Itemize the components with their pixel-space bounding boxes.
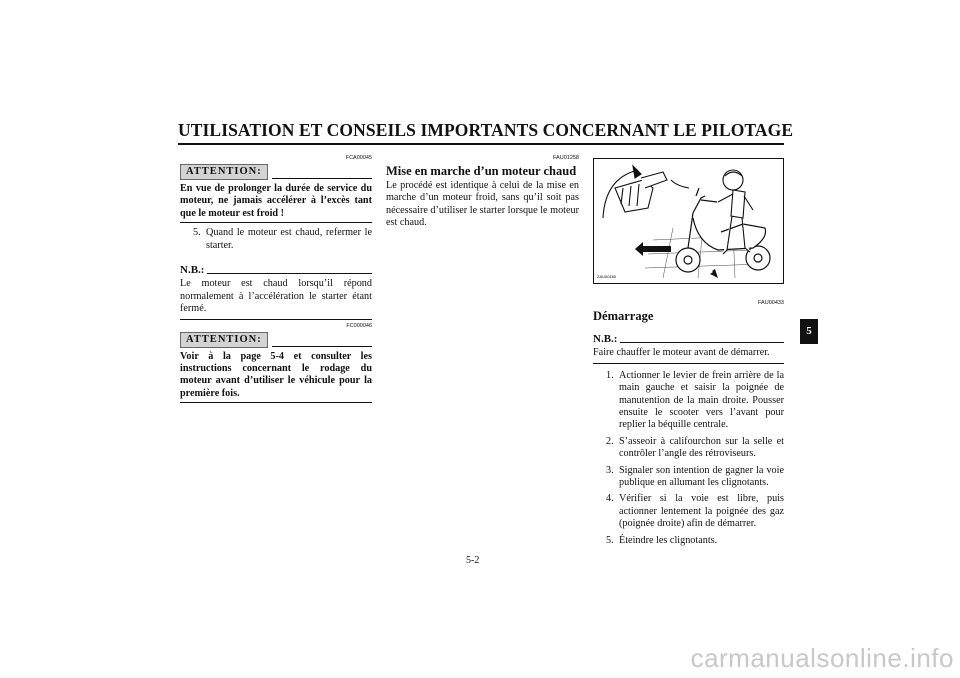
nb-label: N.B.: bbox=[593, 333, 618, 345]
step-number: 5. bbox=[606, 534, 614, 546]
step-item bbox=[180, 227, 372, 252]
scooter-rider-drawing bbox=[593, 158, 784, 284]
step-number: 5. bbox=[193, 227, 201, 239]
attention-badge: ATTENTION: bbox=[180, 332, 268, 348]
nb-header bbox=[593, 333, 784, 345]
reference-code: FAU00433 bbox=[758, 300, 784, 306]
section-title: Démarrage bbox=[593, 309, 654, 323]
step-item bbox=[593, 436, 784, 461]
section-title: Mise en marche d’un moteur chaud bbox=[386, 164, 577, 178]
step-text: Éteindre les clignotants. bbox=[619, 534, 718, 546]
warning-text: Voir à la page 5-4 et consulter les instructions concernant le rodage du moteur avant d’utiliser le véhicule pour la première fois. bbox=[180, 350, 372, 399]
step-number: 3. bbox=[606, 464, 614, 476]
attention-header bbox=[180, 164, 372, 180]
reference-code: FC000046 bbox=[346, 322, 372, 329]
step-item bbox=[593, 465, 784, 490]
step-item bbox=[593, 493, 784, 530]
step-number: 4. bbox=[606, 493, 614, 505]
attention-header bbox=[180, 332, 372, 348]
step-text: Signaler son intention de gagner la voie publique en allumant les clignotants. bbox=[619, 464, 784, 489]
step-number: 1. bbox=[606, 369, 614, 381]
step-text: Quand le moteur est chaud, refermer le starter. bbox=[206, 227, 372, 251]
page-number: 5-2 bbox=[466, 555, 480, 566]
nb-header bbox=[180, 264, 372, 276]
step-number: 2. bbox=[606, 435, 614, 447]
warning-end-rule bbox=[180, 222, 372, 223]
nb-line bbox=[207, 273, 372, 274]
scooter-illustration bbox=[593, 158, 784, 284]
nb-label: N.B.: bbox=[180, 264, 205, 277]
step-item bbox=[593, 535, 784, 547]
step-text: Actionner le levier de frein arrière de la main gauche et saisir la poignée de manutention de la main droite. Pousser ensuite le scooter vers l’avant pour replier la béquille centrale. bbox=[619, 369, 784, 431]
step-text: S’asseoir à califourchon sur la selle et contrôler l’angle des rétroviseurs. bbox=[619, 435, 784, 460]
warning-end-rule bbox=[180, 402, 372, 403]
middle-column bbox=[386, 155, 579, 230]
step-item bbox=[593, 370, 784, 432]
attention-line bbox=[272, 178, 372, 179]
nb-end-rule bbox=[593, 363, 784, 364]
reference-code: FAU01258 bbox=[553, 155, 579, 161]
warning-text: En vue de prolonger la durée de service du moteur, ne jamais accélérer à l’excès tant que le moteur est froid ! bbox=[180, 183, 372, 219]
chapter-tab: 5 bbox=[800, 319, 818, 344]
left-column bbox=[180, 155, 372, 403]
reference-code: FCA00045 bbox=[345, 155, 372, 161]
nb-end-rule bbox=[180, 319, 372, 320]
title-rule bbox=[178, 143, 784, 145]
right-column bbox=[593, 300, 784, 547]
nb-line bbox=[620, 342, 784, 343]
nb-text: Faire chauffer le moteur avant de démarrer. bbox=[593, 347, 770, 359]
step-text: Vérifier si la voie est libre, puis actionner lentement la poignée des gaz (poignée droite) afin de démarrer. bbox=[619, 493, 784, 530]
section-text: Le procédé est identique à celui de la mise en marche d’un moteur froid, sans qu’il soit pas nécessaire d’utiliser le starter lorsque le moteur est chaud. bbox=[386, 180, 579, 229]
page-title: UTILISATION ET CONSEILS IMPORTANTS CONCERNANT LE PILOTAGE bbox=[178, 120, 794, 140]
illustration-code: ZAU00160 bbox=[597, 274, 617, 279]
attention-line bbox=[272, 346, 372, 347]
nb-text: Le moteur est chaud lorsqu’il répond normalement à l’accélération le starter étant fermé. bbox=[180, 278, 372, 315]
attention-badge: ATTENTION: bbox=[180, 164, 268, 180]
watermark[interactable]: carmanualsonline.info bbox=[690, 643, 954, 673]
